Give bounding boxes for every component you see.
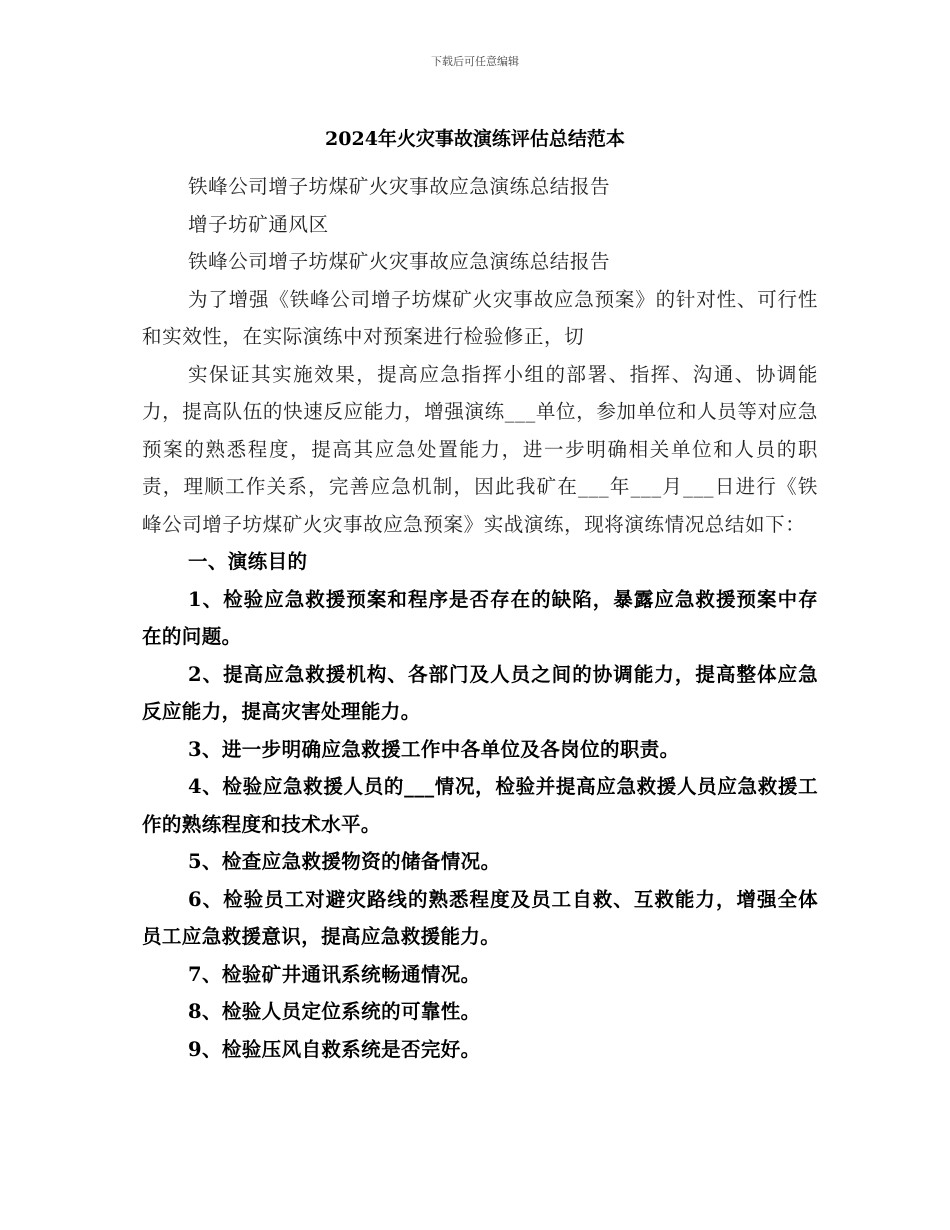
report-name-line: 铁峰公司增子坊煤矿火灾事故应急演练总结报告 [188, 175, 611, 198]
page-header-note: 下载后可任意编辑 [431, 55, 519, 68]
objective-item: 2、提高应急救援机构、各部门及人员之间的协调能力，提高整体应急反应能力，提高灾害处理能力。 [142, 662, 818, 723]
objective-item: 3、进一步明确应急救援工作中各单位及各岗位的职责。 [188, 737, 680, 761]
objective-item: 7、检验矿井通讯系统畅通情况。 [188, 962, 481, 986]
objective-item: 1、检验应急救援预案和程序是否存在的缺陷，暴露应急救援预案中存在的问题。 [142, 587, 818, 648]
objective-item: 6、检验员工对避灾路线的熟悉程度及员工自救、互救能力，增强全体员工应急救援意识，提高应急救援能力。 [142, 887, 818, 948]
report-name-line-repeat: 铁峰公司增子坊煤矿火灾事故应急演练总结报告 [188, 250, 611, 273]
objective-item: 5、检查应急救援物资的储备情况。 [188, 850, 501, 873]
document-title: 2024年火灾事故演练评估总结范本 [325, 128, 625, 150]
document-body [142, 168, 818, 1068]
section-heading: 一、演练目的 [188, 550, 308, 573]
intro-paragraph: 为了增强《铁峰公司增子坊煤矿火灾事故应急预案》的针对性、可行性和实效性，在实际演练中对预案进行检验修正，切 [142, 287, 818, 348]
objective-item: 9、检验压风自救系统是否完好。 [188, 1037, 481, 1061]
department-line: 增子坊矿通风区 [188, 212, 329, 236]
intro-paragraph-continued: 实保证其实施效果，提高应急指挥小组的部署、指挥、沟通、协调能力，提高队伍的快速反应能力，增强演练___单位，参加单位和人员等对应急预案的熟悉程度，提高其应急处置能力，进一步明确相关单位和人员的职责，理顺工作关系，完善应急机制，因此我矿在___年___月___日进行《铁峰公司增子坊煤矿火灾事故应急预案》实战演练，现将演练情况总结如下： [142, 362, 818, 536]
objective-item: 4、检验应急救援人员的___情况，检验并提高应急救援人员应急救援工作的熟练程度和技术水平。 [142, 775, 818, 836]
objective-item: 8、检验人员定位系统的可靠性。 [188, 1000, 481, 1023]
